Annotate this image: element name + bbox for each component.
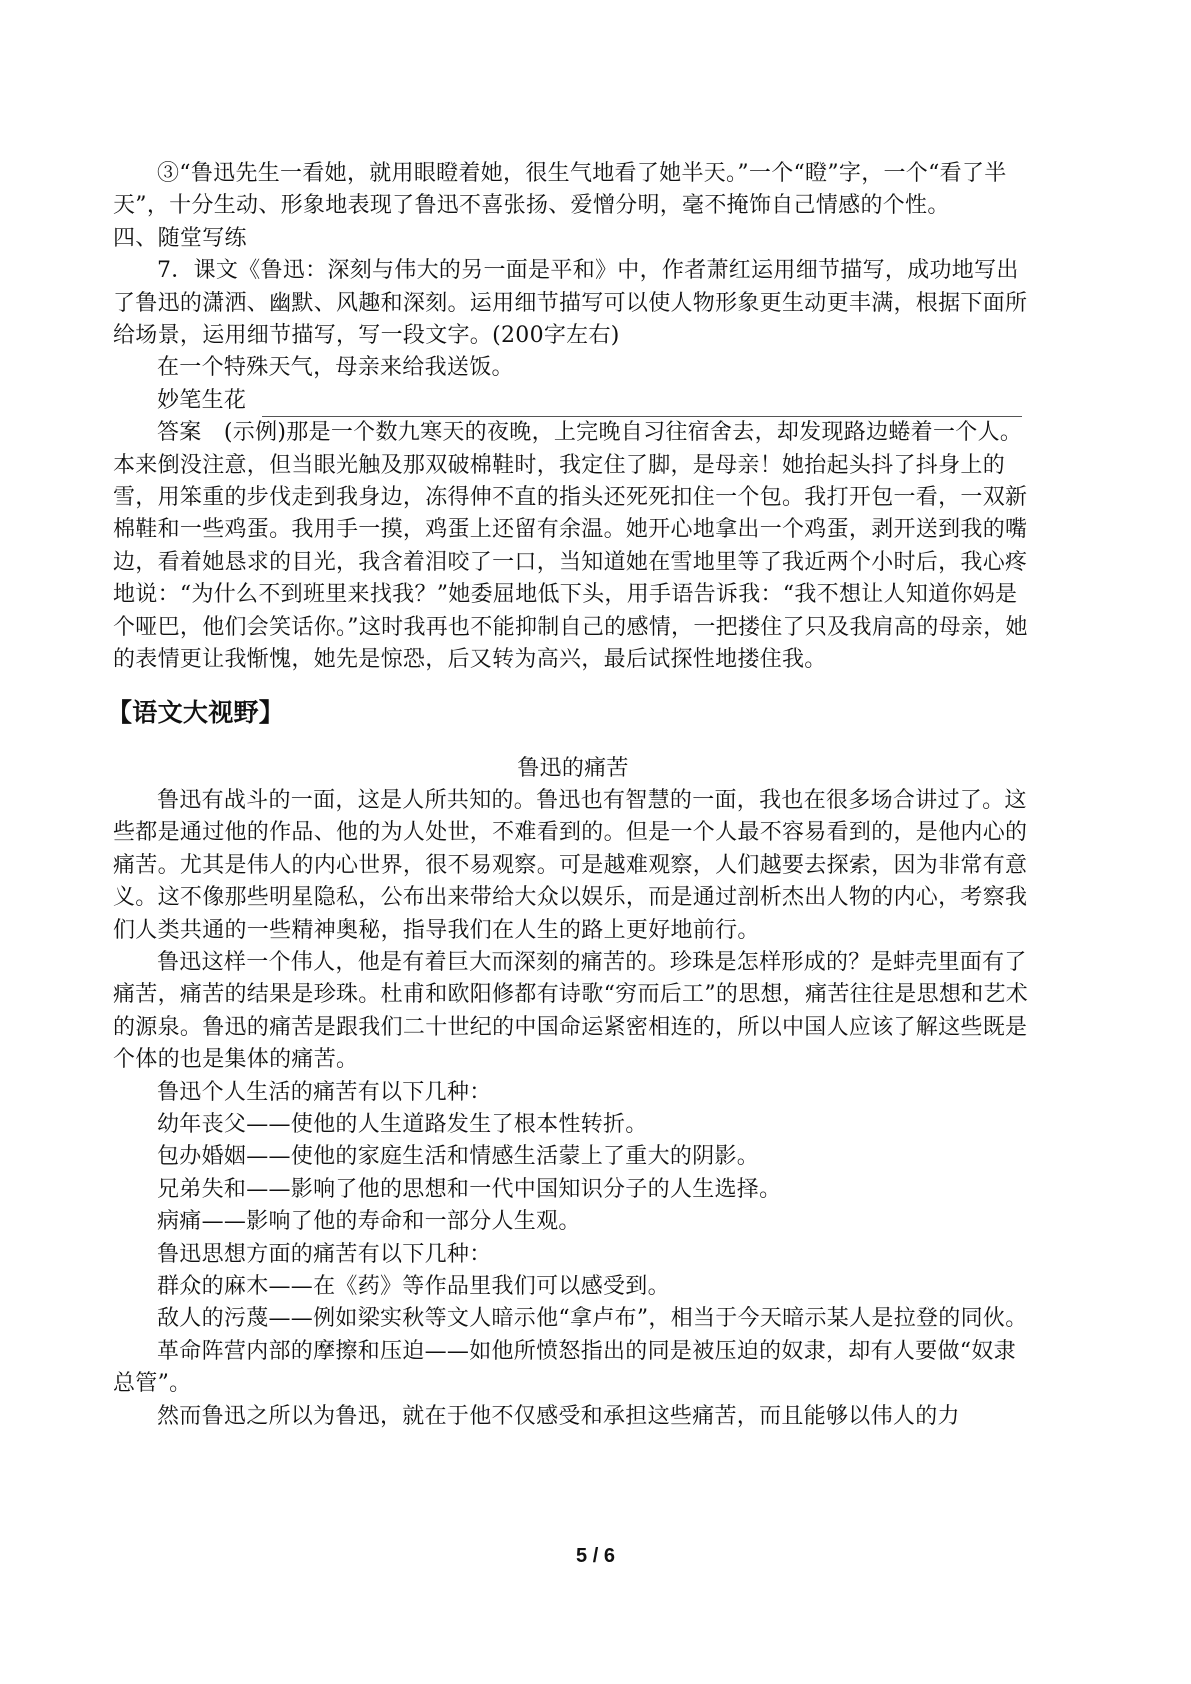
scene-prompt: 在一个特殊天气，母亲来给我送饭。 [157,355,514,381]
article-paragraph: 幼年丧父——使他的人生道路发生了根本性转折。 [157,1111,648,1137]
section-heading-practice: 四、随堂写练 [113,225,247,251]
article-paragraph: 然而鲁迅之所以为鲁迅，就在于他不仅感受和承担这些痛苦，而且能够以伟人的力 [157,1403,960,1429]
page-number: 5 / 6 [576,1545,615,1567]
blank-label: 妙笔生花 [157,387,247,413]
article-paragraph: 鲁迅个人生活的痛苦有以下几种： [157,1079,492,1105]
article-paragraph: 鲁迅这样一个伟人，他是有着巨大而深刻的痛苦的。珍珠是怎样形成的？是蚌壳里面有了痛苦，痛苦的结果是珍珠。杜甫和欧阳修都有诗歌“穷而后工”的思想，痛苦往往是思想和艺术的源泉。鲁迅的痛苦是跟我们二十世纪的中国命运紧密相连的，所以中国人应该了解这些既是个体的也是集体的痛苦。 [113,949,1029,1073]
sample-answer: 答案 (示例)那是一个数九寒天的夜晚，上完晚自习往宿舍去，却发现路边蜷着一个人。本来倒没注意，但当眼光触及那双破棉鞋时，我定住了脚，是母亲！她抬起头抖了抖身上的雪，用笨重的步伐走到我身边，冻得伸不直的指头还死死扣住一个包。我打开包一看，一双新棉鞋和一些鸡蛋。我用手一摸，鸡蛋上还留有余温。她开心地拿出一个鸡蛋，剥开送到我的嘴边，看着她恳求的目光，我含着泪咬了一口，当知道她在雪地里等了我近两个小时后，我心疼地说：“为什么不到班里来找我？”她委屈地低下头，用手语告诉我：“我不想让人知道你妈是个哑巴，他们会笑话你。”这时我再也不能抑制自己的感情，一把搂住了只及我肩高的母亲，她的表情更让我惭愧，她先是惊恐，后又转为高兴，最后试探性地搂住我。 [113,420,1028,673]
article-paragraph: 鲁迅有战斗的一面，这是人所共知的。鲁迅也有智慧的一面，我也在很多场合讲过了。这些都是通过他的作品、他的为人处世，不难看到的。但是一个人最不容易看到的，是他内心的痛苦。尤其是伟人的内心世界，很不易观察。可是越难观察，人们越要去探索，因为非常有意义。这不像那些明星隐私，公布出来带给大众以娱乐，而是通过剖析杰出人物的内心，考察我们人类共通的一些精神奥秘，指导我们在人生的路上更好地前行。 [113,787,1028,943]
answer-blank-line [113,385,1033,417]
writing-blank [262,392,1022,417]
item-3-paragraph: ③“鲁迅先生一看她，就用眼瞪着她，很生气地看了她半天。”一个“瞪”字，一个“看了半天”，十分生动、形象地表现了鲁迅不喜张扬、爱憎分明，毫不掩饰自己情感的个性。 [113,161,1007,219]
article-paragraph: 敌人的污蔑——例如梁实秋等文人暗示他“拿卢布”，相当于今天暗示某人是拉登的同伙。 [157,1306,1028,1332]
article-paragraph: 包办婚姻——使他的家庭生活和情感生活蒙上了重大的阴影。 [157,1144,760,1170]
article-paragraph: 群众的麻木——在《药》等作品里我们可以感受到。 [157,1274,670,1299]
article-title: 鲁迅的痛苦 [517,755,629,781]
section-heading-vision: 【语文大视野】 [107,697,285,727]
question-7: 7．课文《鲁迅：深刻与伟大的另一面是平和》中，作者萧红运用细节描写，成功地写出了鲁迅的潇洒、幽默、风趣和深刻。运用细节描写可以使人物形象更生动更丰满，根据下面所给场景，运用细节描写，写一段文字。(200字左右) [113,258,1028,349]
article-paragraph: 病痛——影响了他的寿命和一部分人生观。 [157,1209,581,1235]
article-paragraph: 兄弟失和——影响了他的思想和一代中国知识分子的人生选择。 [157,1176,782,1202]
page-content [107,158,1033,1433]
article-paragraph: 鲁迅思想方面的痛苦有以下几种： [157,1241,492,1267]
article-paragraph: 革命阵营内部的摩擦和压迫——如他所愤怒指出的同是被压迫的奴隶，却有人要做“奴隶总管”。 [113,1338,1016,1397]
